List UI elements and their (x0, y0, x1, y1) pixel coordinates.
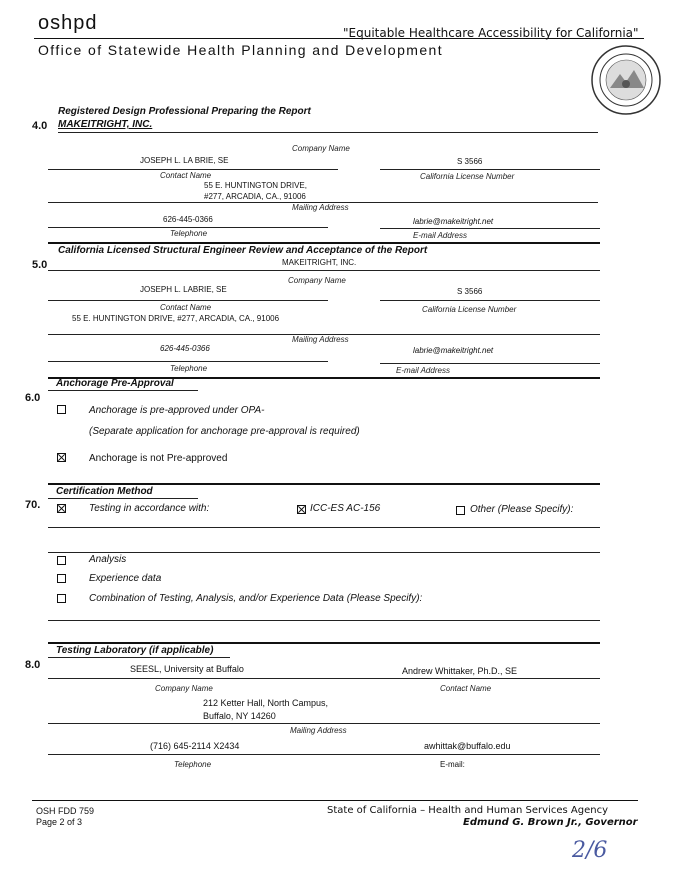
handwritten-page-note: 2/6 (572, 838, 608, 863)
s4-title: Registered Design Professional Preparing the Report (58, 106, 311, 117)
s8-contact: Andrew Whittaker, Ph.D., SE (402, 666, 518, 676)
oshpd-logo: oshpd (38, 12, 98, 34)
s5-contact: JOSEPH L. LABRIE, SE (140, 285, 227, 294)
rule (380, 228, 600, 229)
opa-preapproved-note: (Separate application for anchorage pre-approval is required) (89, 426, 360, 437)
rule (48, 390, 198, 391)
rule (48, 642, 600, 644)
s4-address-label: Mailing Address (292, 203, 349, 212)
rule (48, 678, 600, 679)
opa-preapproved-label: Anchorage is pre-approved under OPA- (89, 405, 265, 416)
s5-license-label: California License Number (422, 305, 517, 314)
office-name: Office of Statewide Health Planning and Development (38, 42, 444, 58)
not-preapproved-label: Anchorage is not Pre-approved (89, 453, 228, 464)
s5-license: S 3566 (457, 287, 483, 296)
s5-phone: 626-445-0366 (160, 344, 210, 353)
experience-checkbox[interactable] (57, 574, 66, 583)
rule (380, 300, 600, 301)
rule (48, 242, 600, 244)
s7-number: 70. (25, 499, 41, 511)
governor-name: Edmund G. Brown Jr., Governor (463, 817, 638, 828)
s4-address-line1: 55 E. HUNTINGTON DRIVE, (204, 181, 307, 190)
s4-contact: JOSEPH L. LA BRIE, SE (140, 156, 229, 165)
tagline: "Equitable Healthcare Accessibility for California" (343, 26, 639, 40)
rule (48, 498, 198, 499)
testing-label: Testing in accordance with: (89, 503, 210, 514)
combination-checkbox[interactable] (57, 594, 66, 603)
s8-title: Testing Laboratory (if applicable) (56, 645, 214, 656)
analysis-label: Analysis (89, 554, 127, 565)
rule (380, 363, 600, 364)
s5-address-label: Mailing Address (292, 335, 349, 344)
s4-email: labrie@makeitright.net (413, 217, 494, 226)
s5-email-label: E-mail Address (396, 366, 450, 375)
rule (48, 552, 600, 553)
not-preapproved-checkbox[interactable] (57, 453, 66, 462)
rule (48, 620, 600, 621)
s7-title: Certification Method (56, 486, 153, 497)
s4-phone: 626-445-0366 (163, 215, 213, 224)
analysis-checkbox[interactable] (57, 556, 66, 565)
s8-address-line1: 212 Ketter Hall, North Campus, (203, 698, 329, 708)
s4-email-label: E-mail Address (413, 231, 467, 240)
testing-checkbox[interactable] (57, 504, 66, 513)
other-checkbox[interactable] (456, 506, 465, 515)
ac156-label: ICC-ES AC-156 (310, 503, 381, 514)
s4-license: S 3566 (457, 157, 483, 166)
s8-contact-label: Contact Name (440, 684, 492, 693)
s6-title: Anchorage Pre-Approval (56, 378, 174, 389)
s5-contact-label: Contact Name (160, 303, 212, 312)
s8-email: awhittak@buffalo.edu (424, 741, 511, 751)
other-label: Other (Please Specify): (470, 504, 574, 515)
agency-name: State of California – Health and Human Services Agency (327, 805, 609, 816)
combination-label: Combination of Testing, Analysis, and/or Experience Data (Please Specify): (89, 593, 423, 604)
rule (380, 169, 600, 170)
s4-company: MAKEITRIGHT, INC. (58, 119, 153, 130)
rule (48, 270, 600, 271)
s4-license-label: California License Number (420, 172, 515, 181)
s8-number: 8.0 (25, 659, 41, 671)
s4-address-line2: #277, ARCADIA, CA., 91006 (204, 192, 306, 201)
ac156-checkbox[interactable] (297, 505, 306, 514)
footer-rule (32, 800, 638, 801)
s5-phone-label: Telephone (170, 364, 208, 373)
rule (48, 227, 328, 228)
rule (48, 361, 328, 362)
experience-label: Experience data (89, 573, 162, 584)
rule (48, 754, 600, 755)
s8-company-label: Company Name (155, 684, 213, 693)
s5-title: California Licensed Structural Engineer Review and Acceptance of the Report (58, 245, 428, 256)
page-number: Page 2 of 3 (36, 817, 83, 827)
s8-company: SEESL, University at Buffalo (130, 664, 244, 674)
s5-email: labrie@makeitright.net (413, 346, 494, 355)
rule (48, 723, 600, 724)
s6-number: 6.0 (25, 392, 41, 404)
rule (48, 300, 328, 301)
s8-address-label: Mailing Address (290, 726, 347, 735)
s5-company-label: Company Name (288, 276, 346, 285)
s5-address: 55 E. HUNTINGTON DRIVE, #277, ARCADIA, CA., 91006 (72, 314, 280, 323)
rule (48, 169, 338, 170)
rule (48, 527, 600, 528)
s5-company: MAKEITRIGHT, INC. (282, 258, 357, 267)
s8-phone-label: Telephone (174, 760, 212, 769)
s8-email-label: E-mail: (440, 760, 465, 769)
s4-contact-label: Contact Name (160, 171, 212, 180)
opa-preapproved-checkbox[interactable] (57, 405, 66, 414)
s4-phone-label: Telephone (170, 229, 208, 238)
rule (58, 132, 598, 133)
rule (48, 657, 230, 658)
s8-address-line2: Buffalo, NY 14260 (203, 711, 276, 721)
form-number: OSH FDD 759 (36, 806, 95, 816)
rule (48, 483, 600, 485)
s5-number: 5.0 (32, 259, 48, 271)
s4-company-label: Company Name (292, 144, 350, 153)
s4-number: 4.0 (32, 120, 48, 132)
s8-phone: (716) 645-2114 X2434 (150, 741, 240, 751)
california-seal-icon (590, 44, 662, 116)
